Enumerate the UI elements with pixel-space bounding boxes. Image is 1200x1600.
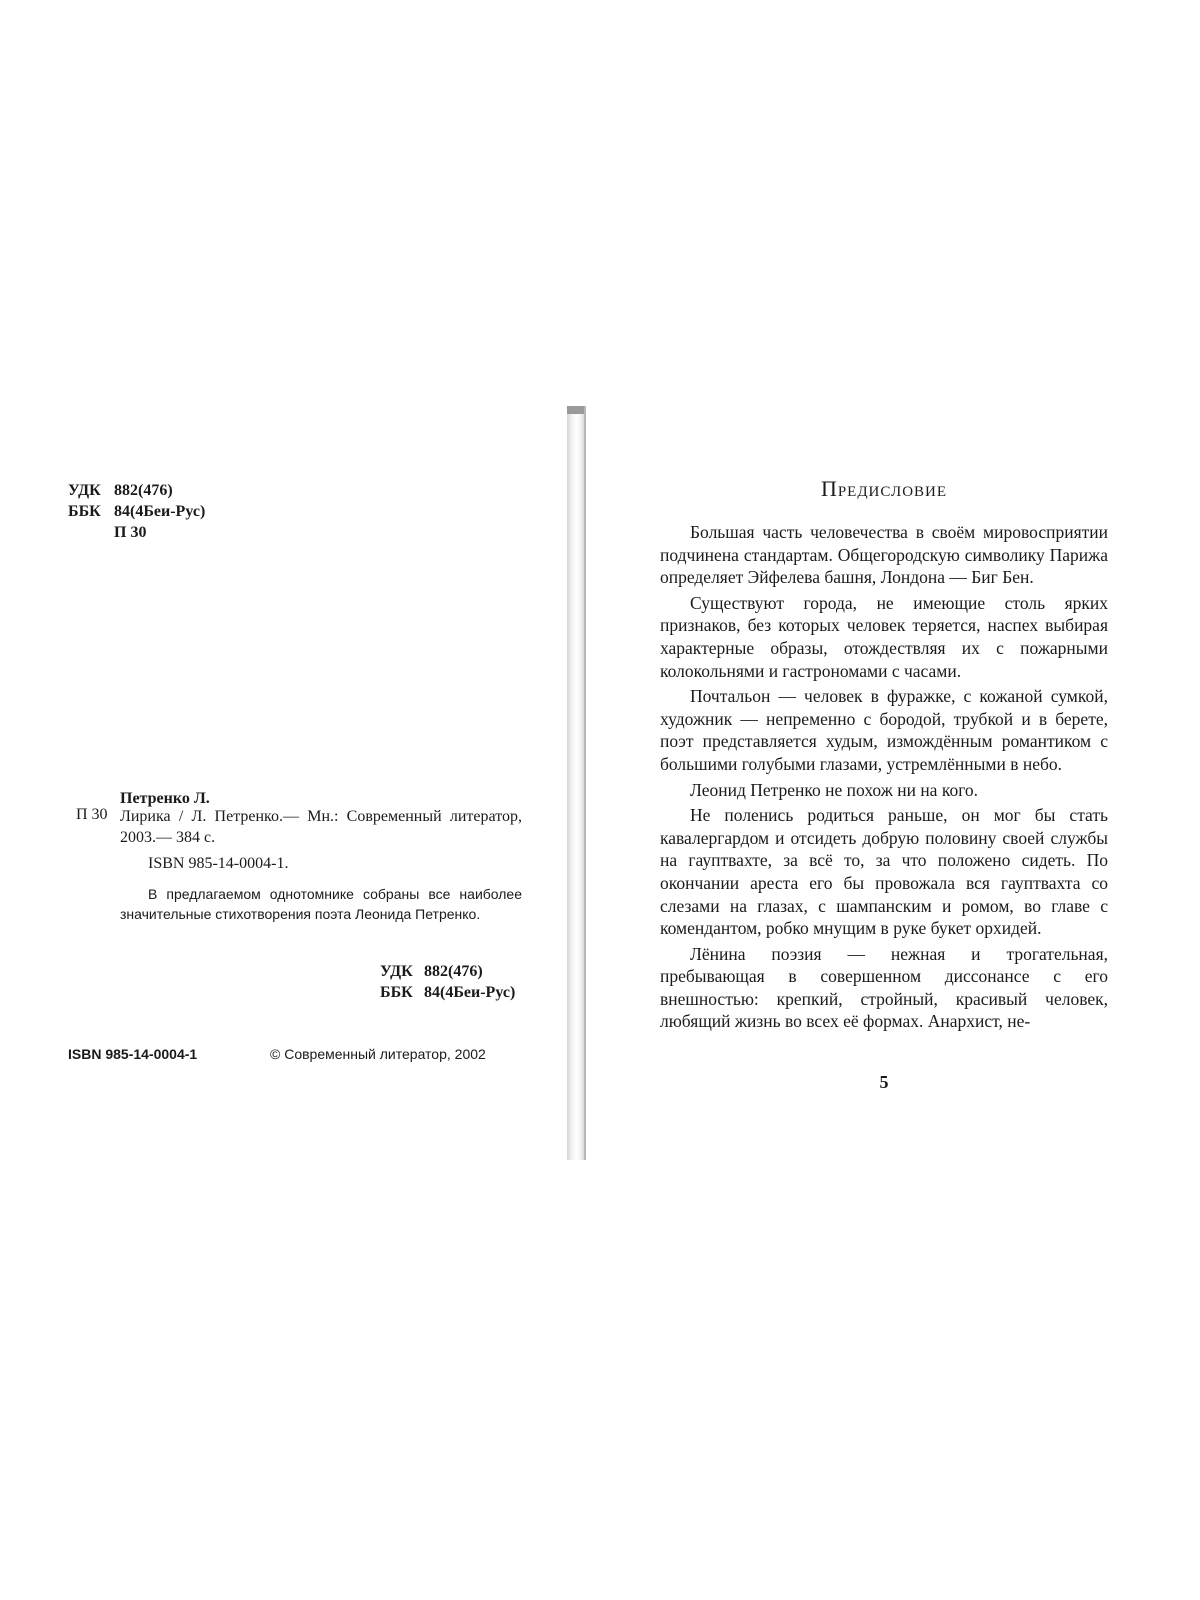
preface-paragraph: Почтальон — человек в фуражке, с кожаной сумкой, художник — непременно с бородой, трубкой и в берете, поэт представляется худым, измождённым романтиком с большими голубыми глазами, устремлёнными в небо. — [660, 686, 1108, 774]
page-number: 5 — [879, 1072, 889, 1092]
isbn-bottom: ISBN 985-14-0004-1 — [68, 1046, 198, 1062]
catalog-footer — [380, 961, 515, 1003]
record-isbn: ISBN 985-14-0004-1. — [148, 855, 289, 872]
preface-heading: Предисловие — [820, 476, 948, 501]
udk-footer-row — [380, 961, 515, 982]
preface-paragraph: Лёнина поэзия — нежная и трогательная, пребывающая в совершенном диссонансе с его внешностью: крепкий, стройный, красивый человек, любящий жизнь во всех её формах. Анархист, не- — [660, 943, 1108, 1032]
record-description: Лирика / Л. Петренко.— Мн.: Современный литератор, 2003.— 384 с. — [120, 808, 522, 846]
bbk-value: 84(4Беи-Рус) — [114, 503, 206, 520]
spine-top-shadow — [567, 406, 585, 414]
preface-paragraph: Большая часть человечества в своём мировосприятии подчинена стандартам. Общегородскую символику Парижа определяет Эйфелева башня, Лондона — Биг Бен. — [660, 522, 1108, 588]
annotation: В предлагаемом однотомнике собраны все наиболее значительные стихотворения поэта Леонида Петренко. — [120, 886, 522, 922]
spine-edge — [584, 406, 586, 1160]
udk-footer-label: УДК — [380, 963, 413, 980]
preface-text — [660, 521, 1108, 1036]
bbk-footer-label: ББК — [380, 984, 413, 1001]
preface-paragraph: Леонид Петренко не похож ни на кого. — [690, 779, 979, 800]
record-code: П 30 — [76, 806, 108, 823]
book-spine — [567, 406, 585, 1160]
bbk-footer-row — [380, 982, 515, 1003]
bbk-footer-value: 84(4Беи-Рус) — [424, 984, 516, 1001]
udk-row — [68, 480, 205, 501]
udk-footer-value: 882(476) — [424, 963, 483, 980]
preface-paragraph: Существуют города, не имеющие столь ярких признаков, без которых человек теряется, наспех выбирая характерные образы, отождествляя их с пожарными колокольнями и гастрономами с часами. — [660, 592, 1108, 681]
catalog-header — [68, 480, 205, 543]
bbk-row — [68, 501, 205, 522]
copyright-line: © Современный литератор, 2002 — [270, 1046, 486, 1062]
bbk-label: ББК — [68, 503, 101, 520]
author-mark-value: П 30 — [114, 524, 147, 541]
author-mark-row — [68, 522, 205, 543]
udk-label: УДК — [68, 482, 101, 499]
preface-paragraph: Не поленись родиться раньше, он мог бы стать кавалергардом и отсидеть добрую половину своей службы на гауптвахте, за всё то, за что положено сидеть. По окончании ареста его бы провожала вся гауптвахта со слезами на глазах, с шампанским и ромом, во главе с комендантом, робко мнущим в руке букет орхидей. — [660, 805, 1108, 939]
udk-value: 882(476) — [114, 482, 173, 499]
record-author: Петренко Л. — [120, 790, 210, 807]
author-mark-label — [68, 522, 114, 543]
